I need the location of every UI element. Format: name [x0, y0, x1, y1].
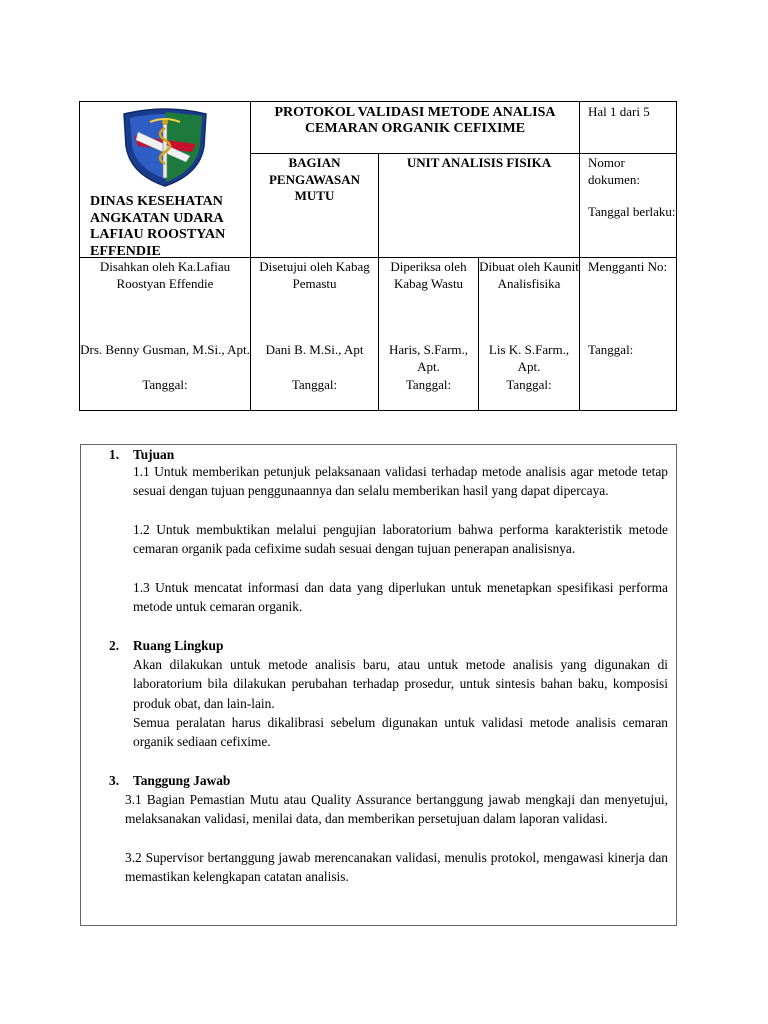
- signatory-role: Disahkan oleh Ka.Lafiau Roostyan Effendie: [99, 259, 231, 291]
- section-paragraph: 1.2 Untuk membuktikan melalui pengujian laboratorium bahwa performa karakteristik metode cemaran organik pada cefixime sudah sesuai dengan tujuan penerapan analisisnya.: [133, 522, 668, 557]
- signatory-date-label: Tanggal:: [405, 377, 452, 392]
- section-paragraph: 1.3 Untuk mencatat informasi dan data yang diperlukan untuk menetapkan spesifikasi performa metode untuk cemaran organik.: [133, 580, 668, 615]
- document-number-label: Nomor dokumen:: [588, 155, 640, 187]
- section-heading: 3. Tanggung Jawab: [109, 773, 231, 788]
- signatory-approver: [80, 258, 251, 411]
- signatory-role: Disetujui oleh Kabag Pemastu: [259, 259, 370, 291]
- organization-name: DINAS KESEHATAN ANGKATAN UDARA LAFIAU ROOSTYAN EFFENDIE: [90, 194, 226, 259]
- unit-name: UNIT ANALISIS FISIKA: [379, 154, 580, 258]
- page-info: Hal 1 dari 5: [580, 102, 677, 154]
- effective-date-label: Tanggal berlaku:: [588, 204, 676, 219]
- signatory-name: Haris, S.Farm., Apt.: [388, 342, 469, 374]
- document-title: PROTOKOL VALIDASI METODE ANALISA CEMARAN ORGANIK CEFIXIME: [251, 102, 580, 154]
- section-paragraph: Akan dilakukan untuk metode analisis baru, atau untuk metode analisis yang digunakan di laboratorium bila dilakukan perubahan terhadap prosedur, untuk sintesis bahan baku, komposisi produk obat, dan lain-lain.: [133, 657, 668, 711]
- logo-cell: [80, 102, 251, 258]
- section-paragraph: 3.2 Supervisor bertanggung jawab merencanakan validasi, menulis protokol, mengawasi kinerja dan memastikan kelengkapan catatan analisis.: [125, 850, 668, 885]
- signatory-name: Dani B. M.Si., Apt: [265, 342, 364, 357]
- signatory-date-label: Tanggal:: [291, 377, 338, 392]
- section-paragraph: 3.1 Bagian Pemastian Mutu atau Quality Assurance bertanggung jawab mengkaji dan menyetujui, melaksanakan validasi, menilai data, dan memberikan persetujuan dalam laporan validasi.: [125, 792, 668, 827]
- signatory-endorser: [251, 258, 379, 411]
- signatory-name: Lis K. S.Farm., Apt.: [488, 342, 570, 374]
- signatory-reviewer: [379, 258, 479, 411]
- signatory-role: Dibuat oleh Kaunit Analisfisika: [479, 259, 579, 291]
- document-body: [80, 444, 677, 926]
- section-heading: 2. Ruang Lingkup: [109, 638, 224, 653]
- replaces-date-label: Tanggal:: [588, 342, 634, 357]
- department-name: BAGIAN PENGAWASAN MUTU: [251, 154, 379, 258]
- replaces-label: Mengganti No:: [588, 259, 668, 274]
- section-paragraph: Semua peralatan harus dikalibrasi sebelum digunakan untuk validasi metode analisis cemaran organik sediaan cefixime.: [133, 715, 668, 750]
- section-paragraph: 1.1 Untuk memberikan petunjuk pelaksanaan validasi terhadap metode analisis agar metode tetap sesuai dengan tujuan penggunaannya dan selalu memberikan hasil yang dapat dipercaya.: [133, 464, 668, 499]
- document-number-cell: [580, 154, 677, 258]
- signatory-author: [479, 258, 580, 411]
- signatory-date-label: Tanggal:: [142, 377, 188, 392]
- signatory-role: Diperiksa oleh Kabag Wastu: [390, 259, 467, 291]
- signatory-date-label: Tanggal:: [506, 377, 552, 392]
- section-heading: 1. Tujuan: [109, 447, 175, 462]
- replaces-cell: [580, 258, 677, 411]
- signatory-name: Drs. Benny Gusman, M.Si., Apt.: [80, 342, 250, 357]
- document-header-table: [79, 101, 677, 411]
- air-force-medical-shield-icon: [120, 106, 210, 188]
